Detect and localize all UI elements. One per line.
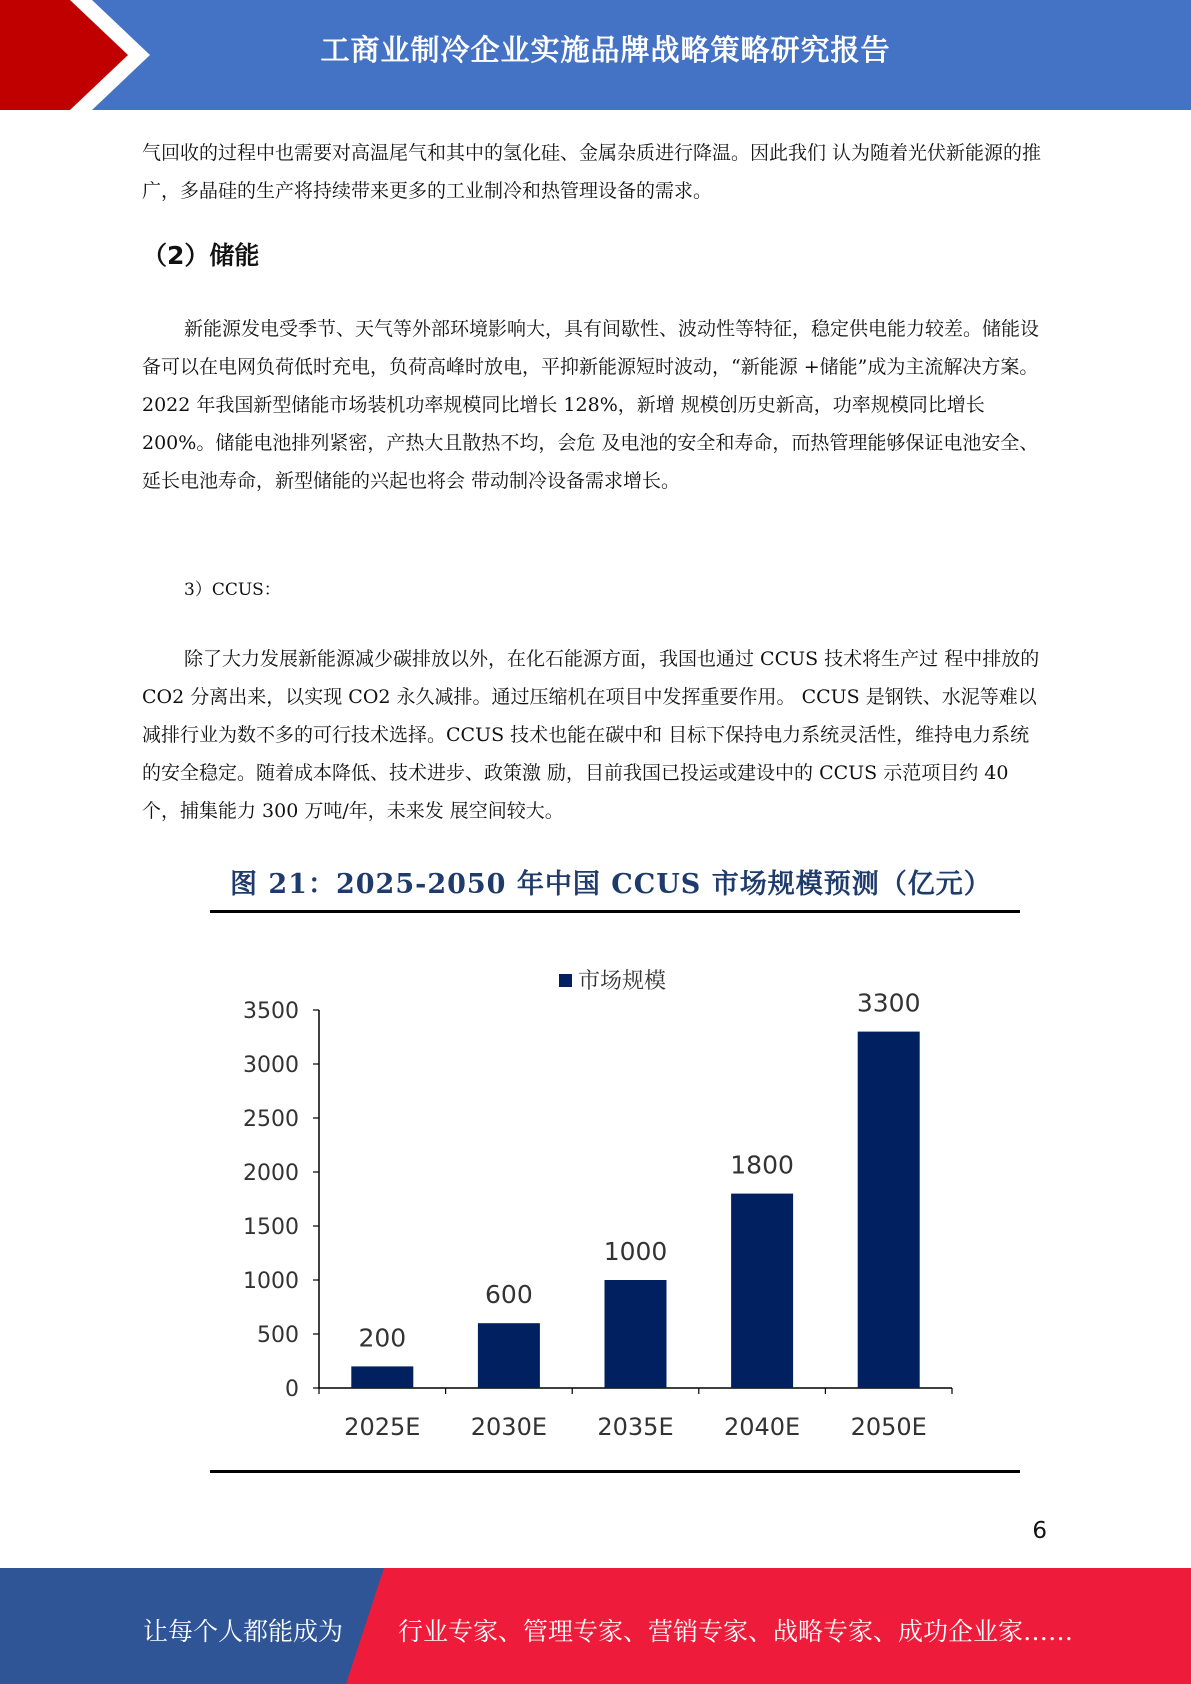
x-tick-label: 2035E xyxy=(597,1413,674,1441)
bar-2025E xyxy=(351,1366,413,1388)
bar-2040E xyxy=(731,1194,793,1388)
ccus-paragraph: 除了大力发展新能源减少碳排放以外，在化石能源方面，我国也通过 CCUS 技术将生产过 程中排放的 CO2 分离出来，以实现 CO2 永久减排。通过压缩机在项目中发挥重要作用。 CCUS 是钢铁、水泥等难以减排行业为数不多的可行技术选择。CCUS 技术也能在碳中和 目标下保持电力系统灵活性，维持电力系统的安全稳定。随着成本降低、技术进步、政策激 励，目前我国已投运或建设中的 CCUS 示范项目约 40 个，捕集能力 300 万吨/年，未来发 展空间较大。 xyxy=(142,648,1040,822)
chart-legend xyxy=(559,969,666,994)
section-heading-storage: （2）储能 xyxy=(142,241,260,270)
bar-value-label: 600 xyxy=(485,1280,533,1310)
bar-2035E xyxy=(605,1280,667,1388)
y-tick-label: 1000 xyxy=(243,1269,299,1294)
y-tick-label: 1500 xyxy=(243,1215,299,1240)
x-tick-label: 2025E xyxy=(344,1413,421,1441)
footer-slogan-left: 让每个人都能成为 xyxy=(143,1617,344,1646)
x-tick-label: 2030E xyxy=(470,1413,548,1441)
footer-slogan-right: 行业专家、管理专家、营销专家、战略专家、成功企业家…… xyxy=(398,1617,1074,1646)
y-tick-label: 500 xyxy=(257,1323,299,1348)
bar-value-label: 3300 xyxy=(856,988,921,1018)
page-number: 6 xyxy=(1032,1518,1047,1544)
chart-axes xyxy=(243,999,952,1402)
y-tick-label: 3000 xyxy=(243,1053,299,1078)
y-tick-label: 2000 xyxy=(243,1161,299,1186)
intro-paragraph: 气回收的过程中也需要对高温尾气和其中的氢化硅、金属杂质进行降温。因此我们 认为随着光伏新能源的推广，多晶硅的生产将持续带来更多的工业制冷和热管理设备的需求。 xyxy=(142,142,1042,202)
bar-2030E xyxy=(478,1323,540,1388)
bar-value-label: 1000 xyxy=(603,1237,668,1266)
bar-value-label: 200 xyxy=(358,1323,407,1353)
x-tick-label: 2040E xyxy=(723,1413,801,1441)
figure-top-rule xyxy=(210,910,1020,913)
bar-value-label: 1800 xyxy=(730,1150,794,1180)
chart-bars xyxy=(344,989,927,1441)
legend-swatch xyxy=(559,974,572,987)
figure-title: 图 21：2025-2050 年中国 CCUS 市场规模预测（亿元） xyxy=(230,869,992,900)
header-title: 工商业制冷企业实施品牌战略策略研究报告 xyxy=(320,33,891,67)
page-header xyxy=(0,0,1191,110)
bar-2050E xyxy=(858,1032,920,1388)
y-tick-label: 2500 xyxy=(243,1107,299,1132)
y-tick-label: 3500 xyxy=(243,999,299,1024)
page-footer xyxy=(0,1568,1191,1684)
legend-label: 市场规模 xyxy=(578,969,667,994)
ccus-label: 3）CCUS： xyxy=(184,580,281,600)
bar-chart xyxy=(210,930,1020,1460)
y-tick-label: 0 xyxy=(285,1377,299,1402)
x-tick-label: 2050E xyxy=(850,1413,927,1441)
storage-paragraph: 新能源发电受季节、天气等外部环境影响大，具有间歇性、波动性等特征，稳定供电能力较差。储能设备可以在电网负荷低时充电，负荷高峰时放电，平抑新能源短时波动，“新能源 +储能”成为主流解决方案。2022 年我国新型储能市场装机功率规模同比增长 128%，新增 规模创历史新高，功率规模同比增长 200%。储能电池排列紧密，产热大且散热不均，会危 及电池的安全和寿命，而热管理能够保证电池安全、延长电池寿命，新型储能的兴起也将会 带动制冷设备需求增长。 xyxy=(142,318,1040,492)
figure-bottom-rule xyxy=(210,1470,1020,1473)
